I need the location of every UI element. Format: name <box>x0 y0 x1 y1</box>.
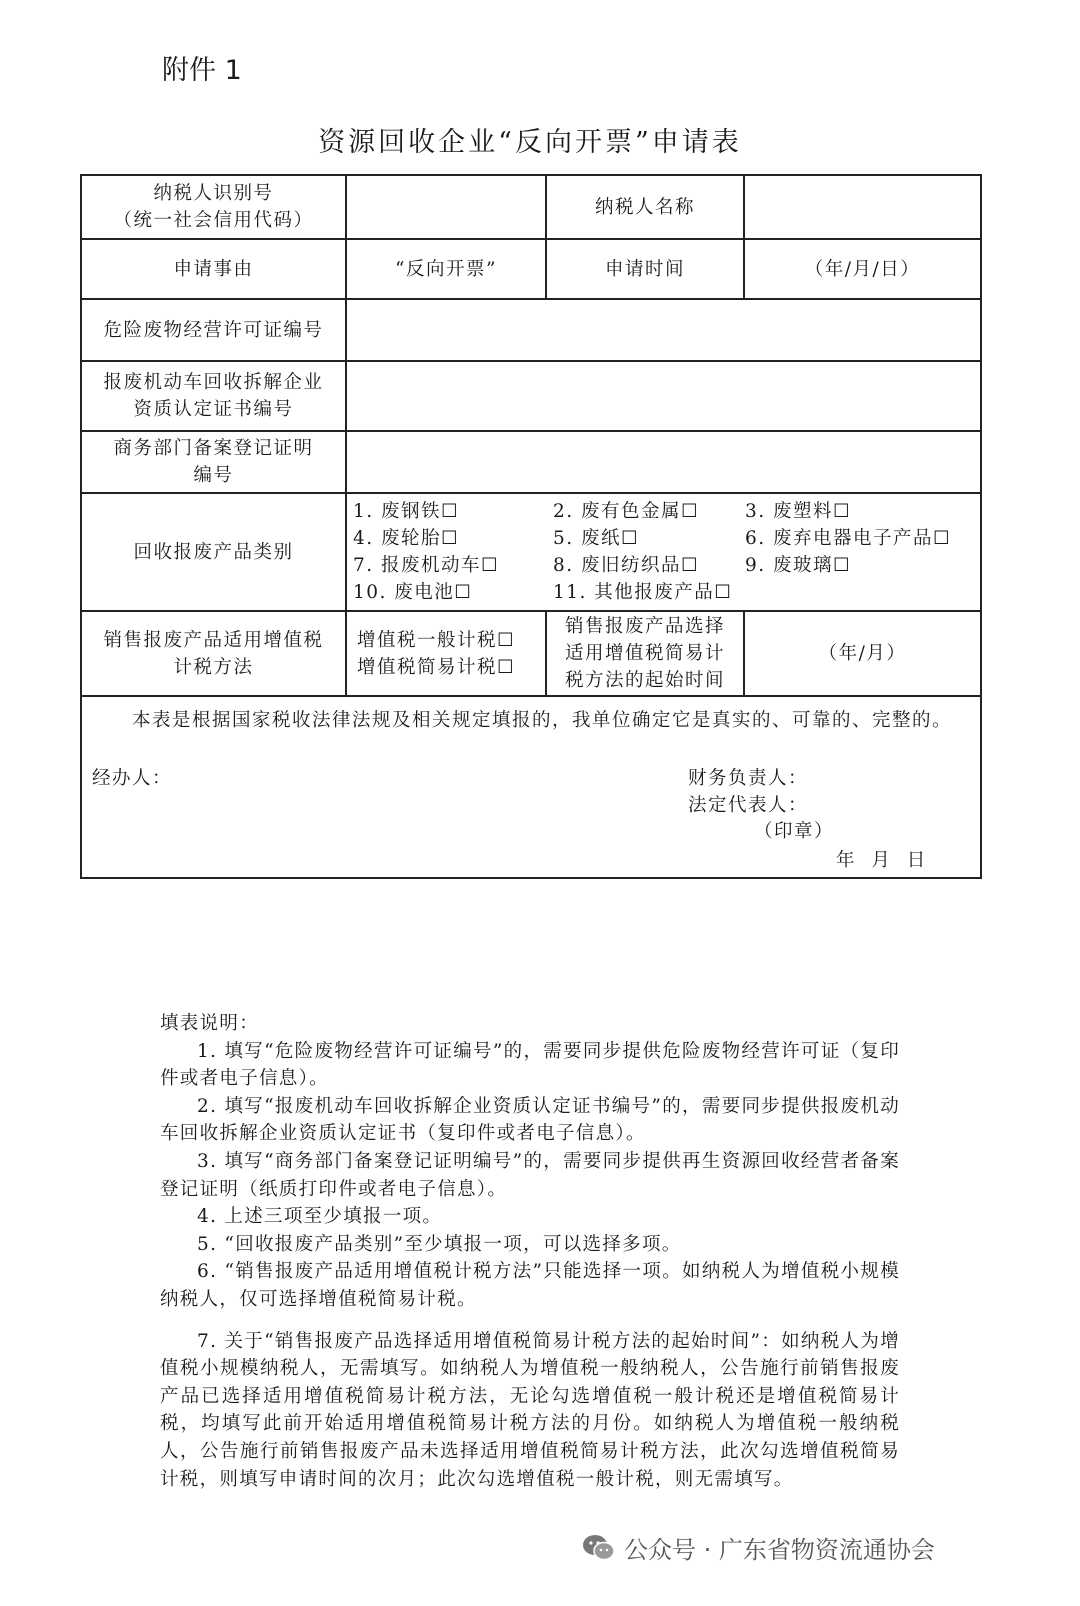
document-title: 资源回收企业“反向开票”申请表 <box>318 127 742 158</box>
application-form <box>80 174 982 879</box>
filling-notes <box>160 1010 900 1493</box>
legal-rep-label: 法定代表人： <box>688 795 809 816</box>
apply-time-label: 申请时间 <box>546 239 744 299</box>
date-label: 年 月 日 <box>836 850 927 871</box>
note-item: 1. 填写“危险废物经营许可证编号”的，需要同步提供危险废物经营许可证（复印件或者电子信息）。 <box>160 1040 900 1090</box>
scrap-vehicle-cert-field[interactable] <box>346 361 981 431</box>
declaration-text: 本表是根据国家税收法律法规及相关规定填报的，我单位确定它是真实的、可靠的、完整的。 <box>132 710 953 731</box>
commerce-filing-field[interactable] <box>346 431 981 493</box>
note-item: 5. “回收报废产品类别”至少填报一项，可以选择多项。 <box>197 1233 682 1255</box>
apply-time-field[interactable]: （年/月/日） <box>744 239 981 299</box>
apply-matter-value: “反向开票” <box>346 239 546 299</box>
categories-checklist <box>346 493 981 611</box>
taxpayer-id-label: 纳税人识别号 （统一社会信用代码） <box>81 175 346 239</box>
note-item: 4. 上述三项至少填报一项。 <box>197 1206 443 1228</box>
category-option[interactable]: 11. 其他报废产品☐ <box>553 582 733 603</box>
apply-matter-label: 申请事由 <box>81 239 346 299</box>
vat-general-checkbox[interactable]: 增值税一般计税☐ <box>357 629 516 651</box>
commerce-filing-label: 商务部门备案登记证明 编号 <box>81 431 346 493</box>
category-option[interactable]: 6. 废弃电器电子产品☐ <box>745 528 952 549</box>
category-option[interactable]: 5. 废纸☐ <box>553 528 640 549</box>
category-option[interactable]: 4. 废轮胎☐ <box>353 528 460 549</box>
note-item: 2. 填写“报废机动车回收拆解企业资质认定证书编号”的，需要同步提供报废机动车回收拆解企业资质认定证书（复印件或者电子信息）。 <box>160 1095 900 1145</box>
seal-label: （印章） <box>754 821 835 842</box>
taxpayer-name-field[interactable] <box>744 175 981 239</box>
category-option[interactable]: 9. 废玻璃☐ <box>745 555 852 576</box>
taxpayer-name-label: 纳税人名称 <box>546 175 744 239</box>
categories-label: 回收报废产品类别 <box>81 493 346 611</box>
note-item: 7. 关于“销售报废产品选择适用增值税简易计税方法的起始时间”：如纳税人为增值税小规模纳税人，无需填写。如纳税人为增值税一般纳税人，公告施行前销售报废产品已选择适用增值税简易计税方法，无论勾选增值税一般计税还是增值税简易计税，均填写此前开始适用增值税简易计税方法的月份。如纳税人为增值税一般纳税人，公告施行前销售报废产品未选择适用增值税简易计税方法，此次勾选增值税简易计税，则填写申请时间的次月；此次勾选增值税一般计税，则无需填写。 <box>160 1330 900 1490</box>
category-option[interactable]: 10. 废电池☐ <box>353 582 473 603</box>
category-option[interactable]: 7. 报废机动车☐ <box>353 555 500 576</box>
hazardous-license-label: 危险废物经营许可证编号 <box>81 299 346 361</box>
handler-label: 经办人： <box>92 768 173 789</box>
vat-method-options <box>346 611 546 696</box>
note-item: 6. “销售报废产品适用增值税计税方法”只能选择一项。如纳税人为增值税小规模纳税人，仅可选择增值税简易计税。 <box>160 1261 900 1310</box>
vat-simple-checkbox[interactable]: 增值税简易计税☐ <box>357 656 516 678</box>
attachment-label: 附件 1 <box>162 55 242 86</box>
watermark-text: 公众号 · 广东省物资流通协会 <box>624 1536 935 1564</box>
declaration-cell <box>81 696 981 878</box>
taxpayer-id-field[interactable] <box>346 175 546 239</box>
scrap-vehicle-cert-label: 报废机动车回收拆解企业 资质认定证书编号 <box>81 361 346 431</box>
wechat-watermark <box>582 1530 935 1565</box>
category-option[interactable]: 3. 废塑料☐ <box>745 501 852 522</box>
category-option[interactable]: 8. 废旧纺织品☐ <box>553 555 700 576</box>
category-option[interactable]: 1. 废钢铁☐ <box>353 501 460 522</box>
simple-start-label: 销售报废产品选择 适用增值税简易计 税方法的起始时间 <box>546 611 744 696</box>
category-option[interactable]: 2. 废有色金属☐ <box>553 501 700 522</box>
notes-heading: 填表说明： <box>160 1013 260 1034</box>
note-item: 3. 填写“商务部门备案登记证明编号”的，需要同步提供再生资源回收经营者备案登记证明（纸质打印件或者电子信息）。 <box>160 1150 900 1200</box>
hazardous-license-field[interactable] <box>346 299 981 361</box>
vat-method-label: 销售报废产品适用增值税 计税方法 <box>81 611 346 696</box>
wechat-icon <box>582 1534 616 1562</box>
simple-start-field[interactable]: （年/月） <box>744 611 981 696</box>
finance-head-label: 财务负责人： <box>688 768 809 789</box>
